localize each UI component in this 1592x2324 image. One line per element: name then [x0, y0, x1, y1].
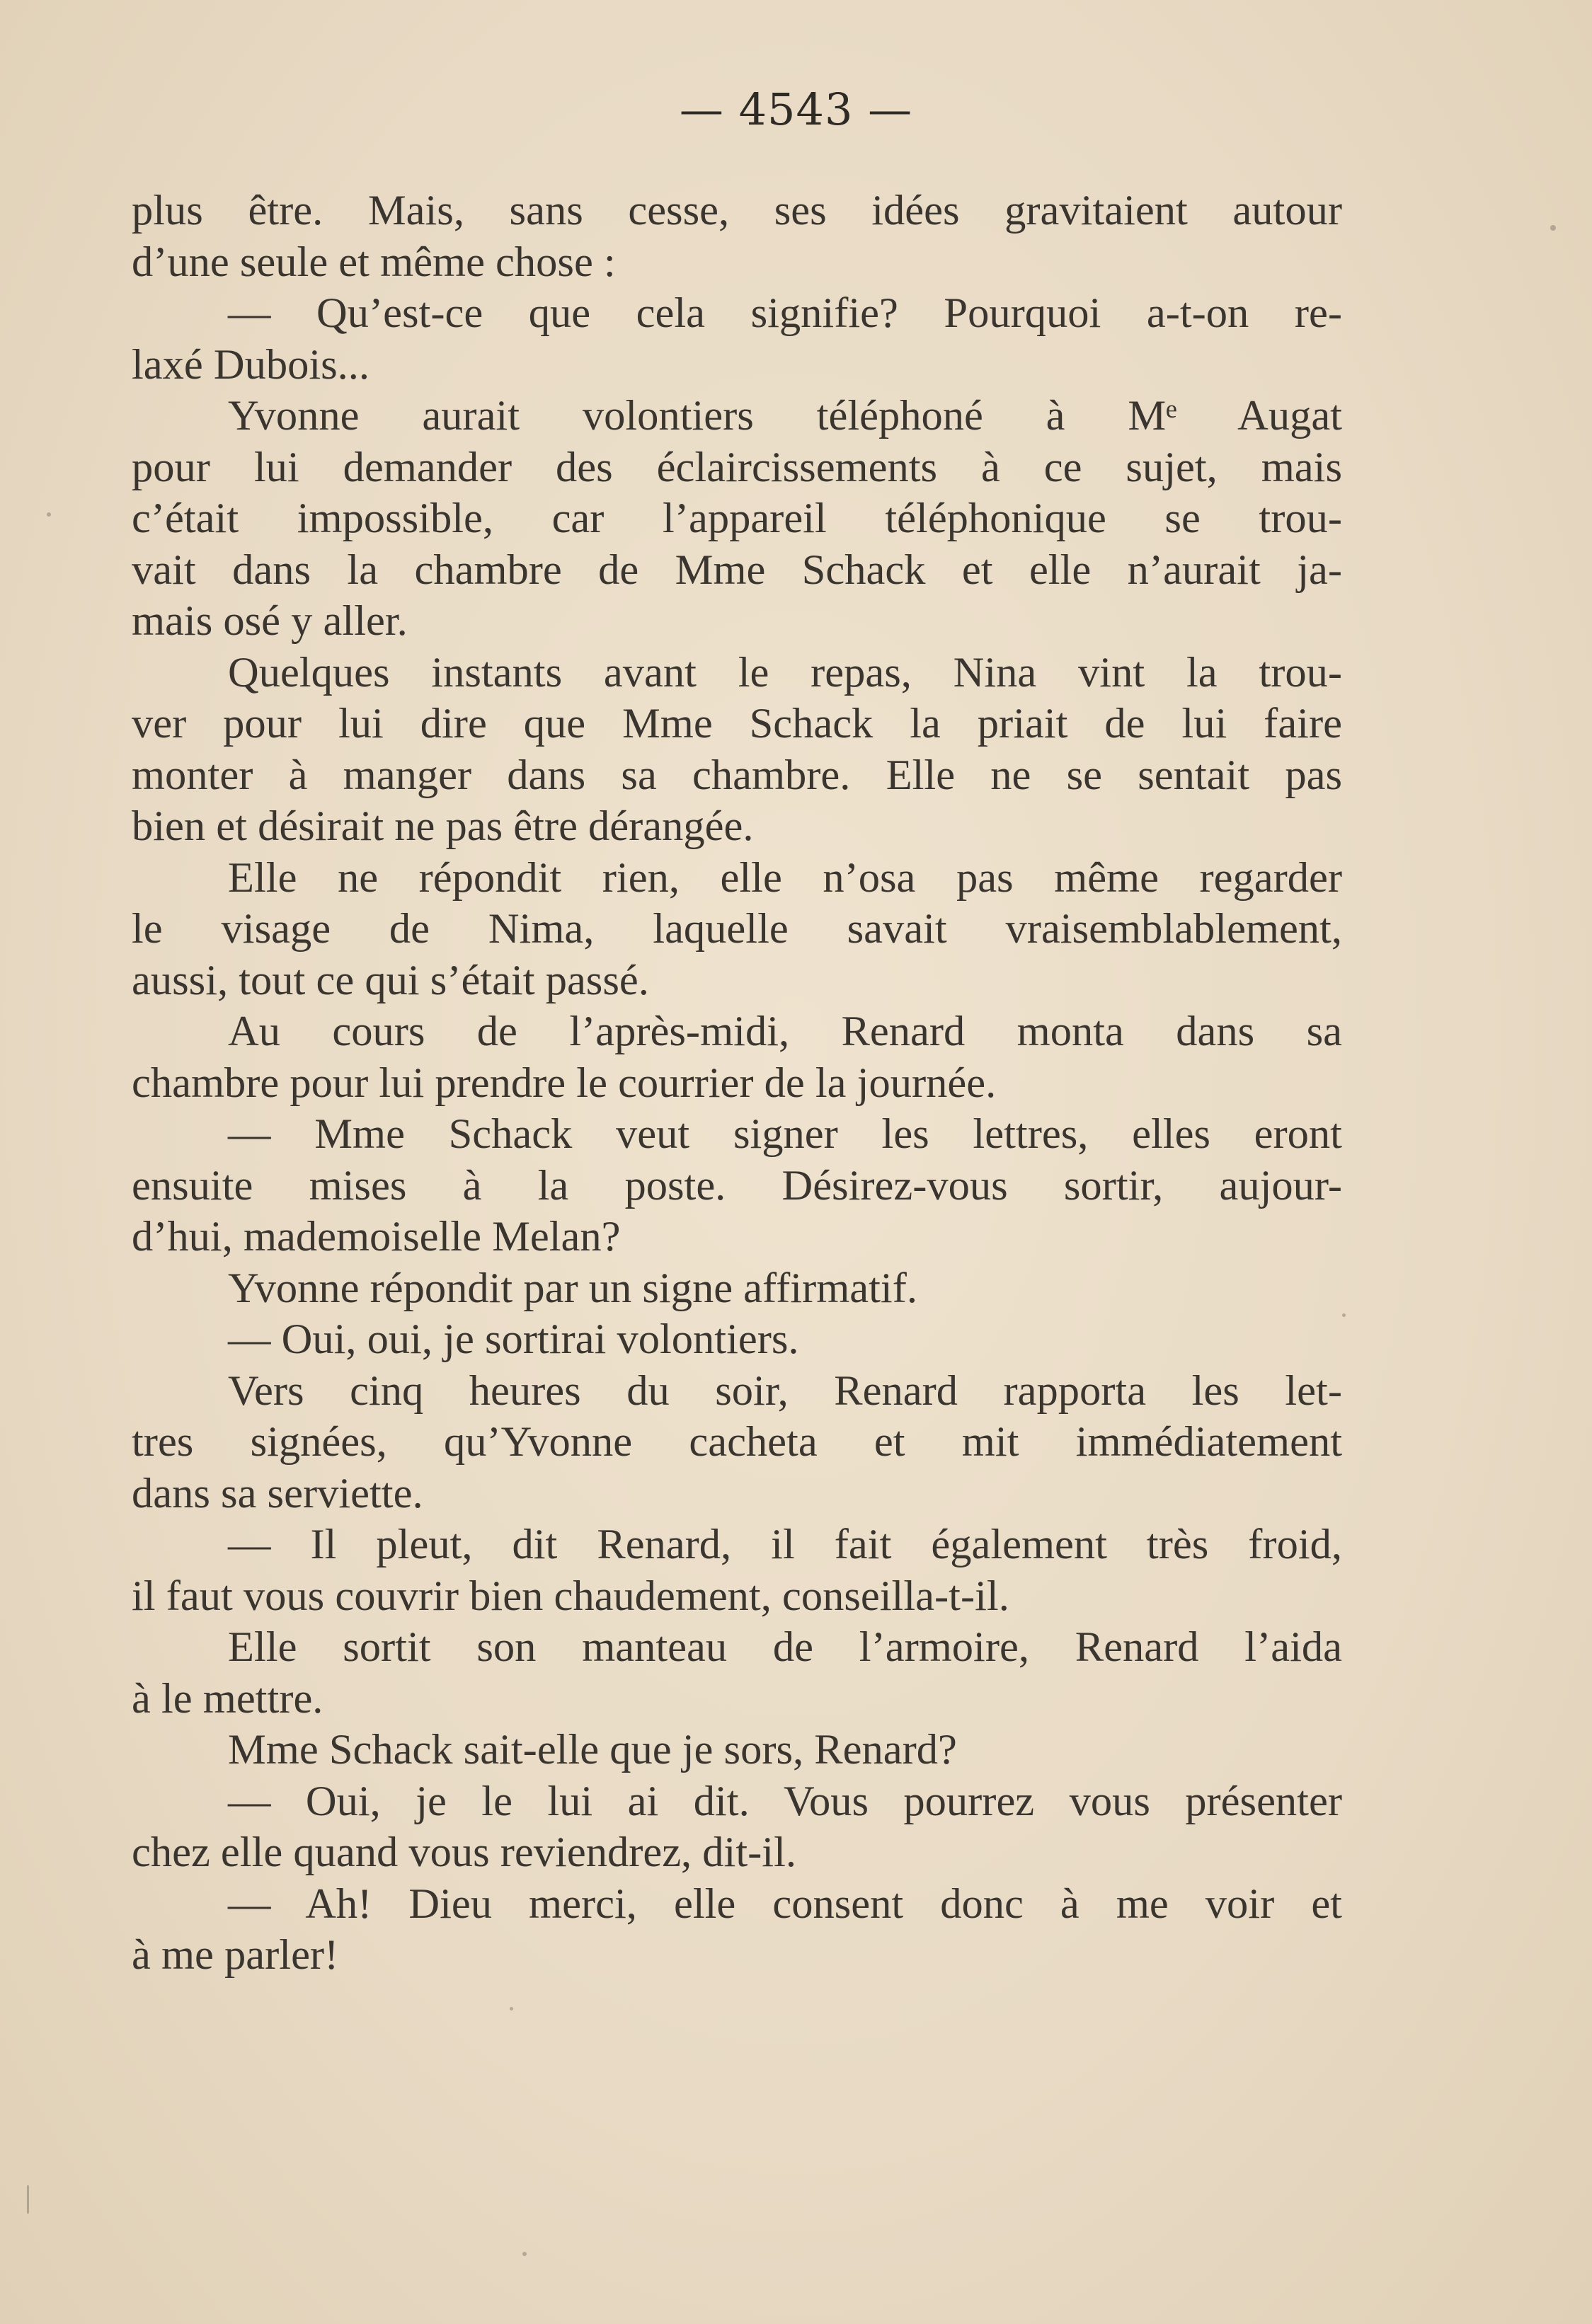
text-line: tres signées, qu’Yvonne cacheta et mit immédiatement [132, 1418, 1342, 1466]
text-line: chez elle quand vous reviendrez, dit-il. [132, 1829, 797, 1876]
text-line: Yvonne aurait volontiers téléphoné à Mᵉ Augat [228, 392, 1342, 439]
paper-speck [510, 2007, 513, 2011]
text-line: Mme Schack sait-elle que je sors, Renard? [228, 1726, 957, 1773]
text-line: à le mettre. [132, 1674, 323, 1722]
text-line: — Oui, oui, je sortirai volontiers. [228, 1316, 799, 1363]
text-line: Quelques instants avant le repas, Nina vint la trou- [228, 648, 1342, 696]
text-line: c’était impossible, car l’appareil téléphonique se trou- [132, 495, 1342, 542]
text-line: aussi, tout ce qui s’était passé. [132, 956, 649, 1004]
text-line: bien et désirait ne pas être dérangée. [132, 803, 754, 850]
text-line: Vers cinq heures du soir, Renard rapporta les let- [228, 1367, 1342, 1415]
text-line: — Qu’est-ce que cela signifie? Pourquoi a-t-on re- [228, 289, 1342, 337]
page-number: — 4543 — [679, 84, 913, 135]
paper-speck [522, 2252, 527, 2256]
text-line: le visage de Nima, laquelle savait vraisemblablement, [132, 905, 1342, 953]
text-line: à me parler! [132, 1931, 339, 1979]
text-line: laxé Dubois... [132, 340, 370, 389]
text-line: Yvonne répondit par un signe affirmatif. [228, 1264, 917, 1312]
text-line: — Oui, je le lui ai dit. Vous pourrez vous présenter [228, 1777, 1342, 1825]
text-line: — Mme Schack veut signer les lettres, elles eront [228, 1110, 1342, 1158]
text-line: plus être. Mais, sans cesse, ses idées gravitaient autour [132, 187, 1342, 234]
text-line: ver pour lui dire que Mme Schack la priait de lui faire [132, 700, 1342, 747]
text-line: Au cours de l’après-midi, Renard monta dans sa [228, 1008, 1342, 1055]
text-line: ensuite mises à la poste. Désirez-vous sortir, aujour- [132, 1161, 1342, 1209]
text-line: mais osé y aller. [132, 597, 408, 645]
text-line: monter à manger dans sa chambre. Elle ne se sentait pas [132, 751, 1342, 799]
text-line: Elle sortit son manteau de l’armoire, Renard l’aida [228, 1623, 1342, 1671]
paper-speck [1550, 225, 1556, 231]
body-text [132, 185, 1342, 1981]
text-line: il faut vous couvrir bien chaudement, conseilla-t-il. [132, 1572, 1009, 1620]
text-line: Elle ne répondit rien, elle n’osa pas même regarder [228, 853, 1342, 902]
text-line: dans sa serviette. [132, 1469, 423, 1517]
text-line: d’une seule et même chose : [132, 238, 616, 286]
paper-speck [47, 512, 51, 517]
text-line: chambre pour lui prendre le courrier de la journée. [132, 1059, 997, 1107]
text-line: pour lui demander des éclaircissements à ce sujet, mais [132, 443, 1342, 491]
text-line: vait dans la chambre de Mme Schack et elle n’aurait ja- [132, 546, 1342, 594]
paper-speck [1342, 1313, 1346, 1317]
text-line: d’hui, mademoiselle Melan? [132, 1213, 621, 1260]
text-line: — Il pleut, dit Renard, il fait également très froid, [228, 1521, 1342, 1568]
paper-speck [27, 2185, 29, 2214]
text-line: — Ah! Dieu merci, elle consent donc à me voir et [228, 1880, 1342, 1928]
